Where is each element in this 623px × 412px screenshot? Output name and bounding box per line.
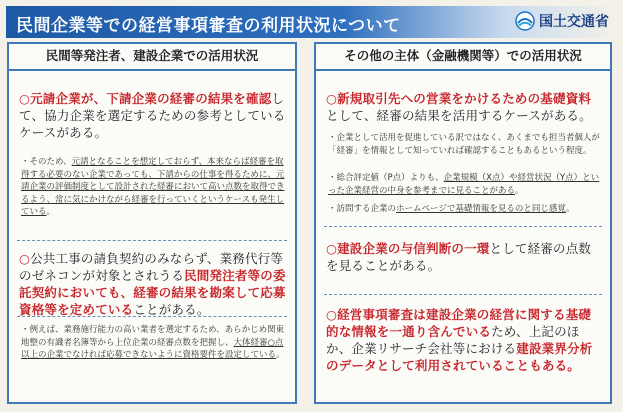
bullet-marker: ○ bbox=[326, 91, 338, 106]
right-note-3 bbox=[328, 203, 600, 216]
left-point-1 bbox=[19, 90, 287, 141]
right-note-1 bbox=[328, 132, 600, 157]
note-text: 。 bbox=[565, 204, 575, 214]
left-panel bbox=[7, 42, 297, 404]
highlight-text: 経営事項審査は建設企業の経営に関する基礎的な情報を一通り含んでいる bbox=[326, 307, 592, 339]
left-panel-heading: 民間等発注者、建設企業での活用状況 bbox=[9, 44, 295, 71]
right-panel bbox=[314, 42, 612, 404]
underlined-text: 大体経審○点以上の企業でなければ応募できないように資格要件を設定している bbox=[21, 337, 284, 360]
body-text: として、経審の結果を活用するケースがある。 bbox=[326, 108, 592, 123]
note-text: ・そのため、 bbox=[21, 157, 72, 167]
title-bar bbox=[6, 6, 617, 38]
right-point-2 bbox=[326, 240, 602, 274]
underlined-text: 元請となることを想定しておらず、本来ならば経審を取得する必要のない企業であっても、下請からの仕事を得るために、元請企業の評価制度として設計された経審において高い点数を取得できるよう、常に気にかけながら経審を行っていくというケースも発生している bbox=[21, 157, 285, 217]
divider bbox=[17, 316, 287, 317]
right-panel-heading: その他の主体（金融機関等）での活用状況 bbox=[316, 44, 610, 71]
highlight-text: 元請企業が、下請企業の経審の結果を確認 bbox=[30, 91, 272, 106]
note-text: 。 bbox=[515, 185, 524, 196]
body-text: として経審の点数を見ることがある。 bbox=[326, 241, 592, 273]
underlined-text: 企業規模（X点）や経営状況（Y点）といった企業経営の中身を参考までに見ることがある bbox=[328, 173, 600, 196]
note-text: ・例えば、業務施行能力の高い業者を選定するため、あらかじめ関東地整の有識者名簿等から上位企業の経審点数を把握し、 bbox=[21, 325, 285, 348]
right-point-3 bbox=[326, 306, 602, 374]
left-note-1 bbox=[21, 156, 285, 219]
bullet-marker: ○ bbox=[19, 251, 31, 266]
body-text: 公共工事の請負契約のみならず、業務代行等のゼネコンが対象とされうる bbox=[19, 251, 284, 283]
left-note-2 bbox=[21, 324, 285, 362]
underlined-text: ホームページで基礎情報を見るのと同じ感覚 bbox=[396, 204, 566, 214]
note-text: ・訪問する企業の bbox=[328, 204, 397, 214]
note-text: 。 bbox=[46, 207, 56, 217]
bullet-marker: ○ bbox=[326, 307, 338, 322]
note-text: 。 bbox=[276, 350, 285, 360]
left-point-2 bbox=[19, 250, 287, 318]
mlit-logo-icon bbox=[515, 11, 535, 31]
bullet-marker: ○ bbox=[19, 91, 31, 106]
divider bbox=[324, 294, 602, 295]
bullet-marker: ○ bbox=[326, 241, 338, 256]
right-point-1 bbox=[326, 90, 602, 124]
right-note-2 bbox=[328, 172, 600, 197]
highlight-text: 新規取引先への営業をかけるための基礎資料 bbox=[337, 91, 592, 106]
ministry-logo bbox=[515, 11, 609, 31]
note-text: ・企業として活用を促進している訳ではなく、あくまでも担当者個人が「経審」を情報として知っていれば確認することもあるという程度。 bbox=[328, 133, 600, 156]
body-text: ことがある。 bbox=[133, 302, 210, 317]
ministry-name: 国土交通省 bbox=[539, 14, 609, 30]
divider bbox=[17, 240, 287, 241]
divider bbox=[324, 226, 602, 227]
body-text: して、協力企業を選定するための参考としているケースがある。 bbox=[19, 91, 286, 140]
body-text: ため、上記のほか、企業リサーチ会社等における bbox=[326, 324, 580, 356]
note-text: ・総合評定値（P点）よりも、 bbox=[328, 173, 444, 183]
page-title: 民間企業等での経営事項審査の利用状況について bbox=[16, 16, 401, 36]
highlight-text: 建設業界分析のデータとして利用されていることもある。 bbox=[326, 341, 593, 373]
highlight-text: 民間発注者等の委託契約においても、経審の結果を勘案して応募資格等を定めている bbox=[19, 268, 286, 317]
highlight-text: 建設企業の与信判断の一環 bbox=[337, 241, 490, 256]
